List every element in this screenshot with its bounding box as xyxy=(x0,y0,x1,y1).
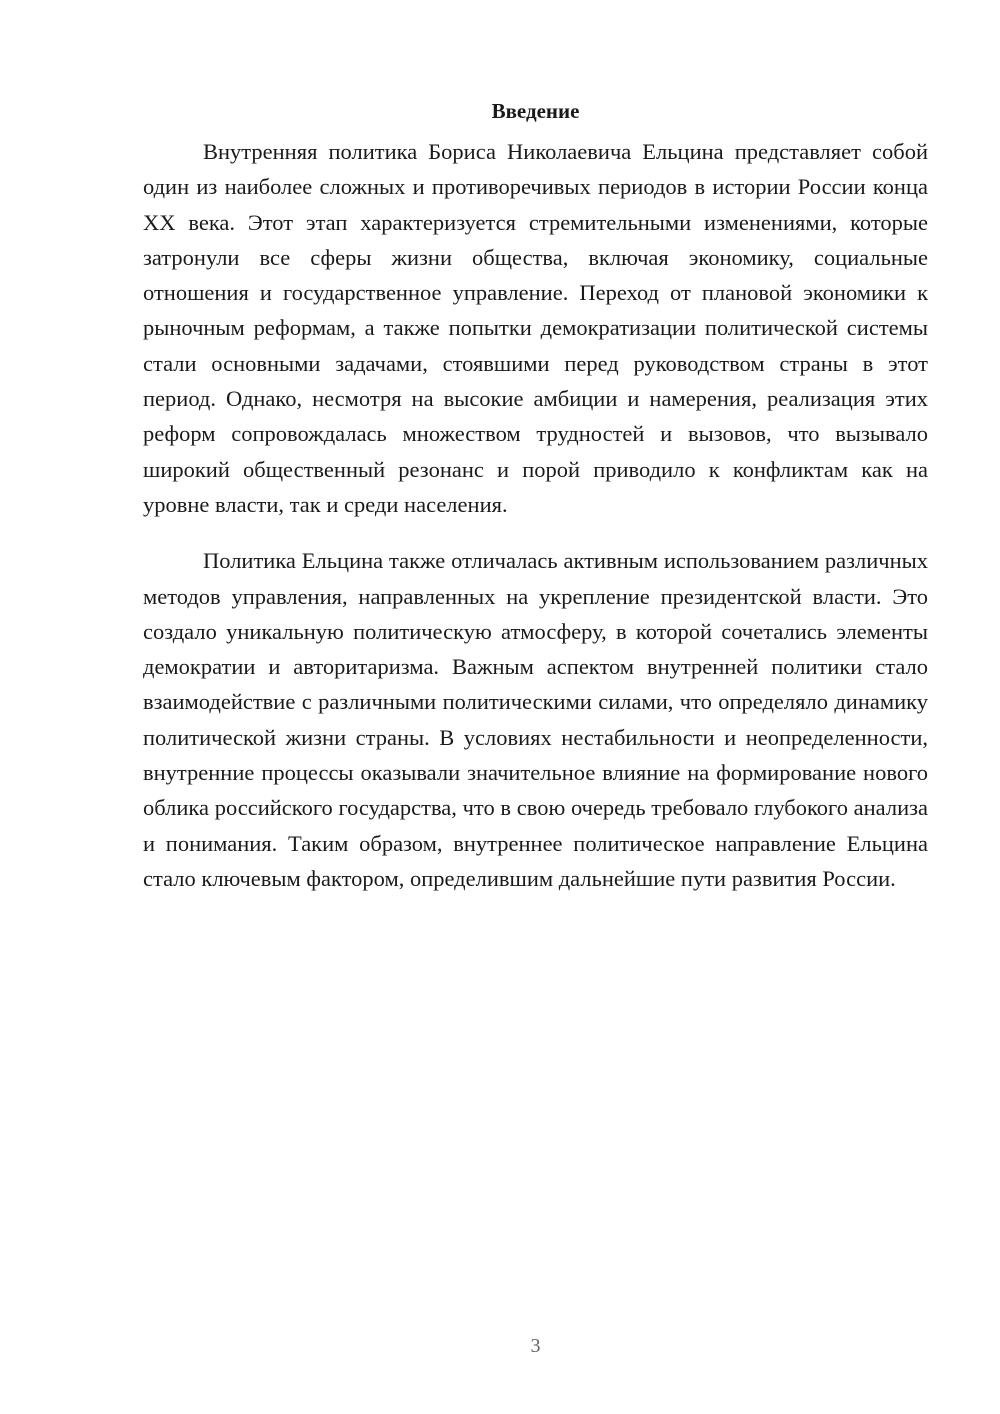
paragraph-1: Внутренняя политика Бориса Николаевича Ельцина представляет собой один из наиболее сложных и противоречивых периодов в истории России конца XX века. Этот этап характеризуется стремительными изменениями, которые затронули все сферы жизни общества, включая экономику, социальные отношения и государственное управление. Переход от плановой экономики к рыночным реформам, а также попытки демократизации политической системы стали основными задачами, стоявшими перед руководством страны в этот период. Однако, несмотря на высокие амбиции и намерения, реализация этих реформ сопровождалась множеством трудностей и вызовов, что вызывало широкий общественный резонанс и порой приводило к конфликтам как на уровне власти, так и среди населения. xyxy=(143,139,928,517)
section-heading: Введение xyxy=(491,99,580,123)
page-content xyxy=(143,96,928,896)
page-number: 3 xyxy=(530,1335,541,1357)
paragraph-2: Политика Ельцина также отличалась активным использованием различных методов управления, направленных на укрепление президентской власти. Это создало уникальную политическую атмосферу, в которой сочетались элементы демократии и авторитаризма. Важным аспектом внутренней политики стало взаимодействие с различными политическими силами, что определяло динамику политической жизни страны. В условиях нестабильности и неопределенности, внутренние процессы оказывали значительное влияние на формирование нового облика российского государства, что в свою очередь требовало глубокого анализа и понимания. Таким образом, внутреннее политическое направление Ельцина стало ключевым фактором, определившим дальнейшие пути развития России. xyxy=(143,548,928,891)
